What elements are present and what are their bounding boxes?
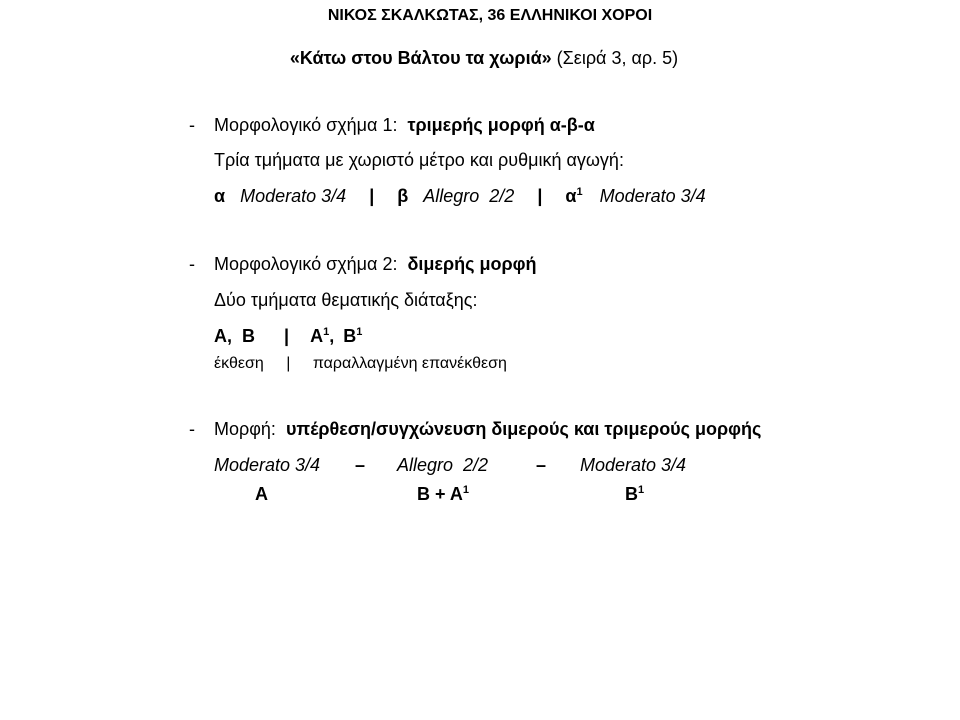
- section-description: Δύο τμήματα θεματικής διάταξης:: [214, 290, 478, 310]
- section-form-name: τριμερής μορφή α-β-α: [407, 115, 595, 135]
- section-heading: [214, 419, 761, 440]
- caption-row: [214, 355, 507, 373]
- superscript: 1: [356, 326, 363, 338]
- section-description: Τρία τμήματα με χωριστό μέτρο και ρυθμική αγωγή:: [214, 150, 624, 170]
- caption-exposition: έκθεση: [214, 355, 264, 372]
- bullet-dash: -: [189, 115, 195, 135]
- tempo-b: Allegro 2/2: [423, 186, 515, 206]
- part-label-b-plus-a1: [417, 484, 469, 505]
- part-label-text: Β + Α: [417, 484, 463, 504]
- document-title: ΝΙΚΟΣ ΣΚΑΛΚΩΤΑΣ, 36 ΕΛΛΗΝΙΚΟΙ ΧΟΡΟΙ: [327, 7, 653, 24]
- part-label-a1: [565, 186, 582, 206]
- comma: ,: [329, 326, 335, 346]
- part-label-text: Β: [625, 484, 638, 504]
- tempo-3: Moderato 3/4: [580, 455, 687, 475]
- part-label-a: α: [214, 186, 226, 206]
- subtitle-piece-title: «Κάτω στου Βάλτου τα χωριά»: [289, 48, 552, 68]
- part-label-b1-letter: Β: [343, 326, 357, 346]
- tempo-a: Moderato 3/4: [240, 186, 347, 206]
- caption-varied-reprise: παραλλαγμένη επανέκθεση: [312, 355, 507, 372]
- separator: |: [537, 186, 543, 206]
- subtitle-series-info: (Σειρά 3, αρ. 5): [556, 48, 679, 68]
- dash-separator: –: [536, 455, 547, 475]
- section-label: Μορφολογικό σχήμα 1:: [214, 115, 398, 135]
- tempo-2: Allegro 2/2: [397, 455, 489, 475]
- part-label-a1-letter: Α: [310, 326, 324, 346]
- section-form-name: υπέρθεση/συγχώνευση διμερούς και τριμερούς μορφής: [285, 419, 762, 439]
- part-label-b1: [625, 484, 644, 505]
- section-heading: [214, 254, 536, 275]
- form-row: [214, 326, 362, 347]
- superscript: 1: [576, 186, 583, 198]
- document-subtitle: [0, 48, 960, 69]
- part-label-b1: [343, 326, 362, 346]
- separator: |: [369, 186, 375, 206]
- bullet-dash: -: [189, 419, 195, 439]
- superscript: 1: [462, 484, 469, 496]
- tempo-a1: Moderato 3/4: [599, 186, 706, 206]
- section-label: Μορφολογικό σχήμα 2:: [214, 254, 398, 274]
- bullet-dash: -: [189, 254, 195, 274]
- section-form-name: διμερής μορφή: [407, 254, 537, 274]
- part-label-a: Α: [255, 484, 268, 504]
- section-heading: [214, 115, 595, 136]
- part-label-a1-letter: α: [565, 186, 577, 206]
- dash-separator: –: [355, 455, 366, 475]
- form-row: [214, 186, 706, 207]
- separator: |: [286, 355, 291, 372]
- section-label: Μορφή:: [214, 419, 276, 439]
- parts-exposition: Α, Β: [214, 326, 256, 346]
- tempo-1: Moderato 3/4: [214, 455, 321, 475]
- part-label-b: β: [397, 186, 409, 206]
- superscript: 1: [638, 484, 645, 496]
- separator: |: [284, 326, 290, 346]
- part-label-a1: [310, 326, 329, 346]
- superscript: 1: [323, 326, 330, 338]
